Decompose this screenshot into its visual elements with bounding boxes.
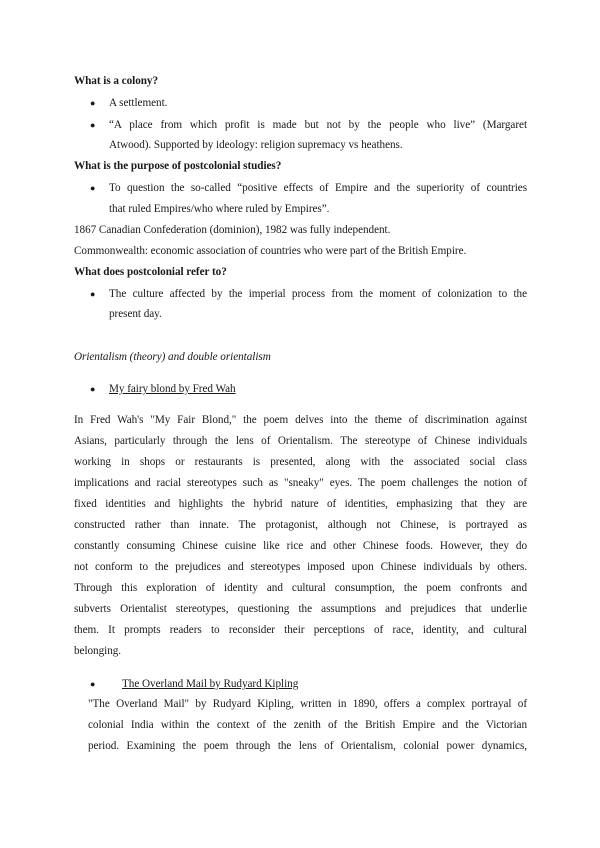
item-title-fred-wah: My fairy blond by Fred Wah (109, 383, 236, 395)
paragraph-kipling (88, 694, 527, 757)
bullet-text: The culture affected by the imperial process from the moment of colonization to the (109, 288, 527, 300)
paragraph-line: In Fred Wah's "My Fair Blond," the poem delves into the theme of discrimination against (74, 414, 527, 426)
paragraph-line: Asians, particularly through the lens of Orientalism. The stereotype of Chinese individuals (74, 435, 527, 447)
paragraph-fred-wah (74, 410, 527, 662)
bullet-icon: ● (90, 289, 96, 299)
bullet-text-cont: present day. (109, 308, 162, 320)
bullet-icon: ● (90, 384, 96, 394)
paragraph-line: constructed rather than innate. The protagonist, although not Chinese, is portrayed as (74, 519, 527, 531)
bullet-text: “A place from which profit is made but not by the people who live” (Margaret (109, 119, 527, 131)
bullet-icon: ● (90, 679, 96, 689)
heading-purpose-postcolonial: What is the purpose of postcolonial studies? (74, 160, 282, 172)
bullet-icon: ● (90, 120, 96, 130)
bullet-icon: ● (90, 98, 96, 108)
paragraph-line: not conform to the prejudices and stereotypes imposed upon Chinese individuals by others. (74, 561, 527, 573)
section-subtitle: Orientalism (theory) and double orientalism (74, 351, 271, 363)
paragraph-line: working in shops or restaurants is presented, along with the associated social class (74, 456, 527, 468)
paragraph-line: subverts Orientalist stereotypes, questioning the assumptions and prejudices that underlie (74, 603, 527, 615)
paragraph-line: period. Examining the poem through the lens of Orientalism, colonial power dynamics, (88, 740, 527, 752)
paragraph-line: constantly consuming Chinese cuisine like rice and other Chinese foods. However, they do (74, 540, 527, 552)
paragraph-line: belonging. (74, 645, 122, 657)
heading-postcolonial-refer: What does postcolonial refer to? (74, 266, 227, 278)
paragraph-line: fixed identities and highlights the hybrid nature of identities, emphasizing that they are (74, 498, 527, 510)
bullet-text: A settlement. (109, 97, 168, 109)
bullet-text-cont: Atwood). Supported by ideology: religion supremacy vs heathens. (109, 139, 403, 151)
bullet-text: To question the so-called “positive effects of Empire and the superiority of countries (109, 182, 527, 194)
text-line: Commonwealth: economic association of countries who were part of the British Empire. (74, 245, 467, 257)
text-line: 1867 Canadian Confederation (dominion), 1982 was fully independent. (74, 224, 391, 236)
bullet-icon: ● (90, 183, 96, 193)
bullet-text-cont: that ruled Empires/who where ruled by Empires”. (109, 203, 330, 215)
paragraph-line: Through this exploration of identity and cultural consumption, the poem confronts and (74, 582, 527, 594)
paragraph-line: implications and racial stereotypes such as "sneaky" eyes. The poem challenges the notion of (74, 477, 527, 489)
item-title-kipling: The Overland Mail by Rudyard Kipling (122, 678, 299, 690)
paragraph-line: them. It prompts readers to reconsider their perceptions of race, identity, and cultural (74, 624, 527, 636)
heading-what-is-colony: What is a colony? (74, 75, 158, 87)
paragraph-line: "The Overland Mail" by Rudyard Kipling, written in 1890, offers a complex portrayal of (88, 698, 527, 710)
paragraph-line: colonial India within the context of the zenith of the British Empire and the Victorian (88, 719, 527, 731)
